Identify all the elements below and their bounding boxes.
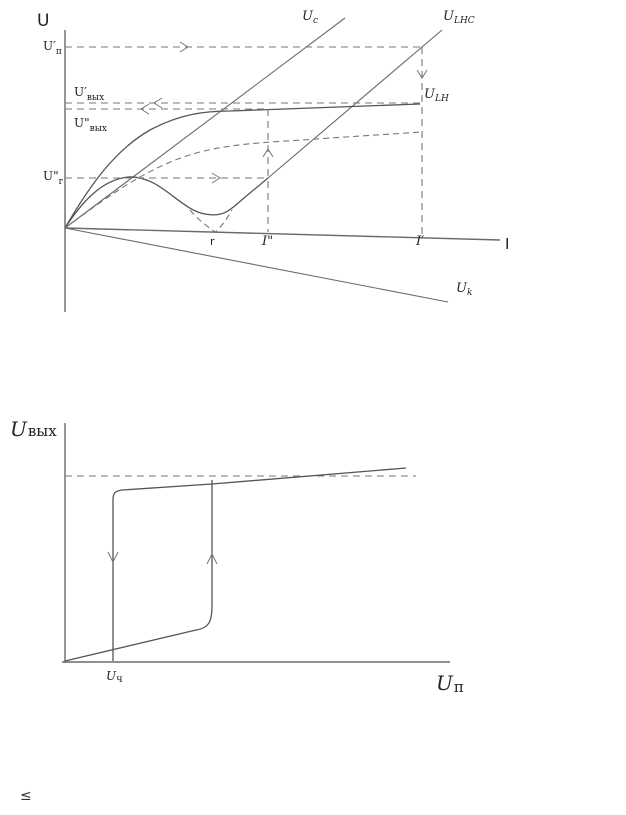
- label-axis-I: I: [505, 235, 510, 253]
- label-axis-U: U: [37, 11, 50, 31]
- label-Uc: $U_c$: [302, 9, 319, 26]
- label-Uvyx-dprime: $U"_{вых}$: [74, 116, 107, 134]
- label-Un-prime: $U'_п$: [43, 39, 62, 57]
- top-diagram: [37, 9, 509, 312]
- label-Uvyx-prime: $U'_{вых}$: [74, 85, 105, 103]
- label-axis-Un: Uп: [436, 671, 464, 696]
- curve-ULH: [65, 104, 420, 228]
- line-Uk: [65, 228, 448, 302]
- label-axis-Uvyx: Uвых: [10, 417, 57, 441]
- footer-symbol: ≤: [20, 788, 32, 804]
- label-Ug-dprime: $U"_г$: [43, 169, 64, 187]
- curve-dashed-lower: [65, 132, 422, 228]
- top-x-axis: [65, 228, 500, 240]
- loop-lower-branch: [65, 480, 212, 661]
- label-Uk: $U_k$: [456, 281, 473, 298]
- label-r: r: [210, 235, 215, 248]
- label-I-prime: I′: [416, 234, 425, 249]
- bottom-diagram: [10, 417, 464, 696]
- label-ULHC: $U_{LHC}$: [443, 9, 475, 26]
- label-Uch: Uч: [106, 669, 123, 685]
- curve-S-shaped: [65, 177, 268, 228]
- label-I-dprime: I": [262, 234, 274, 249]
- loop-upper-branch: [113, 468, 406, 661]
- curve-dashed-dip: [190, 210, 232, 232]
- label-ULH: $U_{LH}$: [424, 87, 449, 104]
- line-Uc: [65, 18, 345, 228]
